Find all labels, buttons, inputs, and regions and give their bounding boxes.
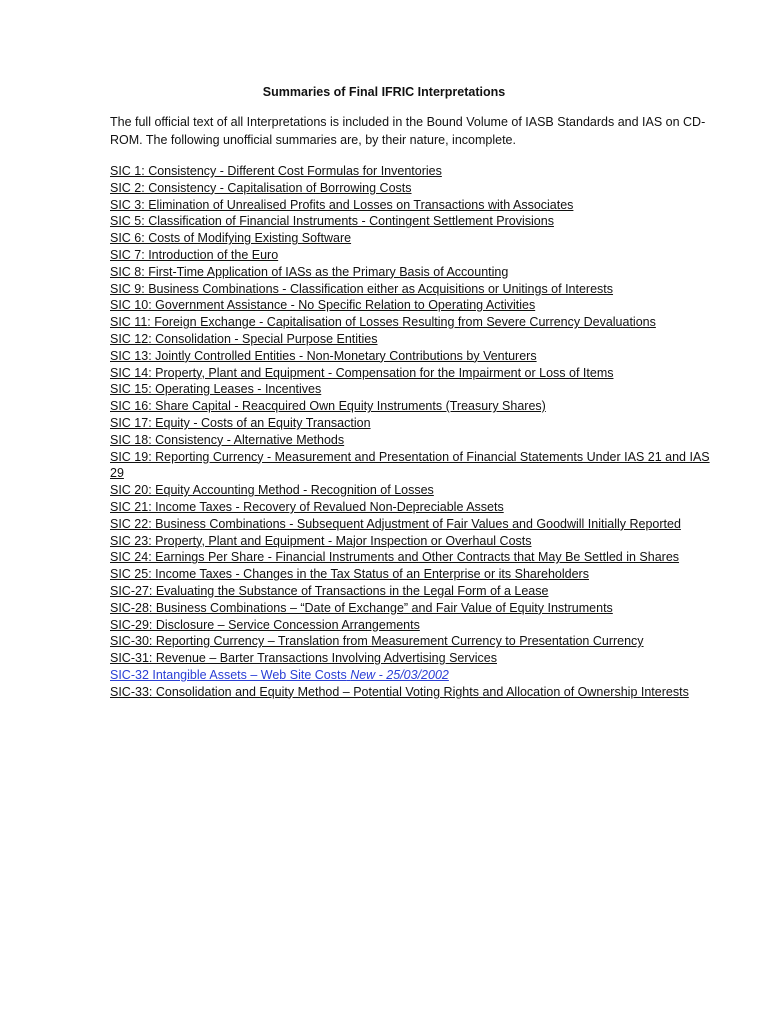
sic-32-link-text: SIC-32 Intangible Assets – Web Site Costs xyxy=(110,667,347,682)
list-item xyxy=(110,583,720,600)
page-title: Summaries of Final IFRIC Interpretations xyxy=(262,85,506,99)
sic-8-link[interactable]: SIC 8: First-Time Application of IASs as the Primary Basis of Accounting xyxy=(110,264,509,279)
list-item xyxy=(110,600,720,617)
list-item xyxy=(110,617,720,634)
list-item xyxy=(110,331,720,348)
intro-paragraph xyxy=(110,114,710,149)
sic-20-link[interactable]: SIC 20: Equity Accounting Method - Recognition of Losses xyxy=(110,483,434,498)
new-label: New - 25/03/2002 xyxy=(350,667,449,682)
sic-21-link[interactable]: SIC 21: Income Taxes - Recovery of Revalued Non-Depreciable Assets xyxy=(110,499,504,514)
sic-15-link[interactable]: SIC 15: Operating Leases - Incentives xyxy=(110,382,322,397)
sic-3-link[interactable]: SIC 3: Elimination of Unrealised Profits and Losses on Transactions with Associates xyxy=(110,197,574,212)
sic-31-link[interactable]: SIC-31: Revenue – Barter Transactions Involving Advertising Services xyxy=(110,651,497,666)
sic-30-link[interactable]: SIC-30: Reporting Currency – Translation from Measurement Currency to Presentation Currency xyxy=(110,634,644,649)
list-item xyxy=(110,297,720,314)
list-item xyxy=(110,314,720,331)
sic-27-link[interactable]: SIC-27: Evaluating the Substance of Transactions in the Legal Form of a Lease xyxy=(110,583,549,598)
list-item xyxy=(110,348,720,365)
list-item xyxy=(110,516,720,533)
intro-text: The full official text of all Interpretations is included in the Bound Volume of IASB Standards and IAS on CD-ROM. The following unofficial summaries are, by their nature, incomplete. xyxy=(110,115,706,147)
sic-17-link[interactable]: SIC 17: Equity - Costs of an Equity Transaction xyxy=(110,415,371,430)
sic-25-link[interactable]: SIC 25: Income Taxes - Changes in the Tax Status of an Enterprise or its Shareholders xyxy=(110,567,589,582)
list-item xyxy=(110,499,720,516)
list-item xyxy=(110,247,720,264)
sic-32-link[interactable] xyxy=(110,668,449,682)
list-item xyxy=(110,415,720,432)
sic-24-link[interactable]: SIC 24: Earnings Per Share - Financial Instruments and Other Contracts that May Be Settled in Shares xyxy=(110,550,680,565)
sic-28-link[interactable]: SIC-28: Business Combinations – “Date of Exchange” and Fair Value of Equity Instruments xyxy=(110,600,613,615)
interpretations-link-list xyxy=(110,163,720,701)
list-item xyxy=(110,163,720,180)
list-item xyxy=(110,449,720,483)
sic-1-link[interactable]: SIC 1: Consistency - Different Cost Formulas for Inventories xyxy=(110,164,442,178)
list-item xyxy=(110,264,720,281)
list-item xyxy=(110,650,720,667)
sic-19-link[interactable]: SIC 19: Reporting Currency - Measurement and Presentation of Financial Statements Under IAS 21 and IAS 29 xyxy=(110,449,710,481)
list-item xyxy=(110,381,720,398)
sic-6-link[interactable]: SIC 6: Costs of Modifying Existing Software xyxy=(110,231,352,246)
sic-12-link[interactable]: SIC 12: Consolidation - Special Purpose Entities xyxy=(110,331,378,346)
list-item xyxy=(110,549,720,566)
sic-29-link[interactable]: SIC-29: Disclosure – Service Concession Arrangements xyxy=(110,617,420,632)
list-item xyxy=(110,213,720,230)
list-item xyxy=(110,533,720,550)
sic-5-link[interactable]: SIC 5: Classification of Financial Instruments - Contingent Settlement Provisions xyxy=(110,214,554,229)
list-item xyxy=(110,566,720,583)
sic-10-link[interactable]: SIC 10: Government Assistance - No Specific Relation to Operating Activities xyxy=(110,298,536,313)
list-item xyxy=(110,281,720,298)
list-item xyxy=(110,432,720,449)
list-item xyxy=(110,398,720,415)
list-item xyxy=(110,180,720,197)
sic-18-link[interactable]: SIC 18: Consistency - Alternative Methods xyxy=(110,432,345,447)
sic-14-link[interactable]: SIC 14: Property, Plant and Equipment - Compensation for the Impairment or Loss of Items xyxy=(110,365,614,380)
list-item xyxy=(110,230,720,247)
sic-22-link[interactable]: SIC 22: Business Combinations - Subsequent Adjustment of Fair Values and Goodwill Initially Reported xyxy=(110,516,681,531)
list-item xyxy=(110,365,720,382)
sic-33-link[interactable]: SIC-33: Consolidation and Equity Method – Potential Voting Rights and Allocation of Ownership Interests xyxy=(110,684,689,699)
list-item xyxy=(110,482,720,499)
list-item xyxy=(110,197,720,214)
sic-23-link[interactable]: SIC 23: Property, Plant and Equipment - Major Inspection or Overhaul Costs xyxy=(110,533,532,548)
list-item xyxy=(110,684,720,701)
list-item xyxy=(110,633,720,650)
sic-13-link[interactable]: SIC 13: Jointly Controlled Entities - Non-Monetary Contributions by Venturers xyxy=(110,348,537,363)
sic-11-link[interactable]: SIC 11: Foreign Exchange - Capitalisation of Losses Resulting from Severe Currency Devaluations xyxy=(110,315,656,330)
sic-9-link[interactable]: SIC 9: Business Combinations - Classification either as Acquisitions or Unitings of Interests xyxy=(110,281,614,296)
sic-16-link[interactable]: SIC 16: Share Capital - Reacquired Own Equity Instruments (Treasury Shares) xyxy=(110,399,546,414)
sic-2-link[interactable]: SIC 2: Consistency - Capitalisation of Borrowing Costs xyxy=(110,180,412,195)
sic-7-link[interactable]: SIC 7: Introduction of the Euro xyxy=(110,247,279,262)
list-item xyxy=(110,667,720,684)
